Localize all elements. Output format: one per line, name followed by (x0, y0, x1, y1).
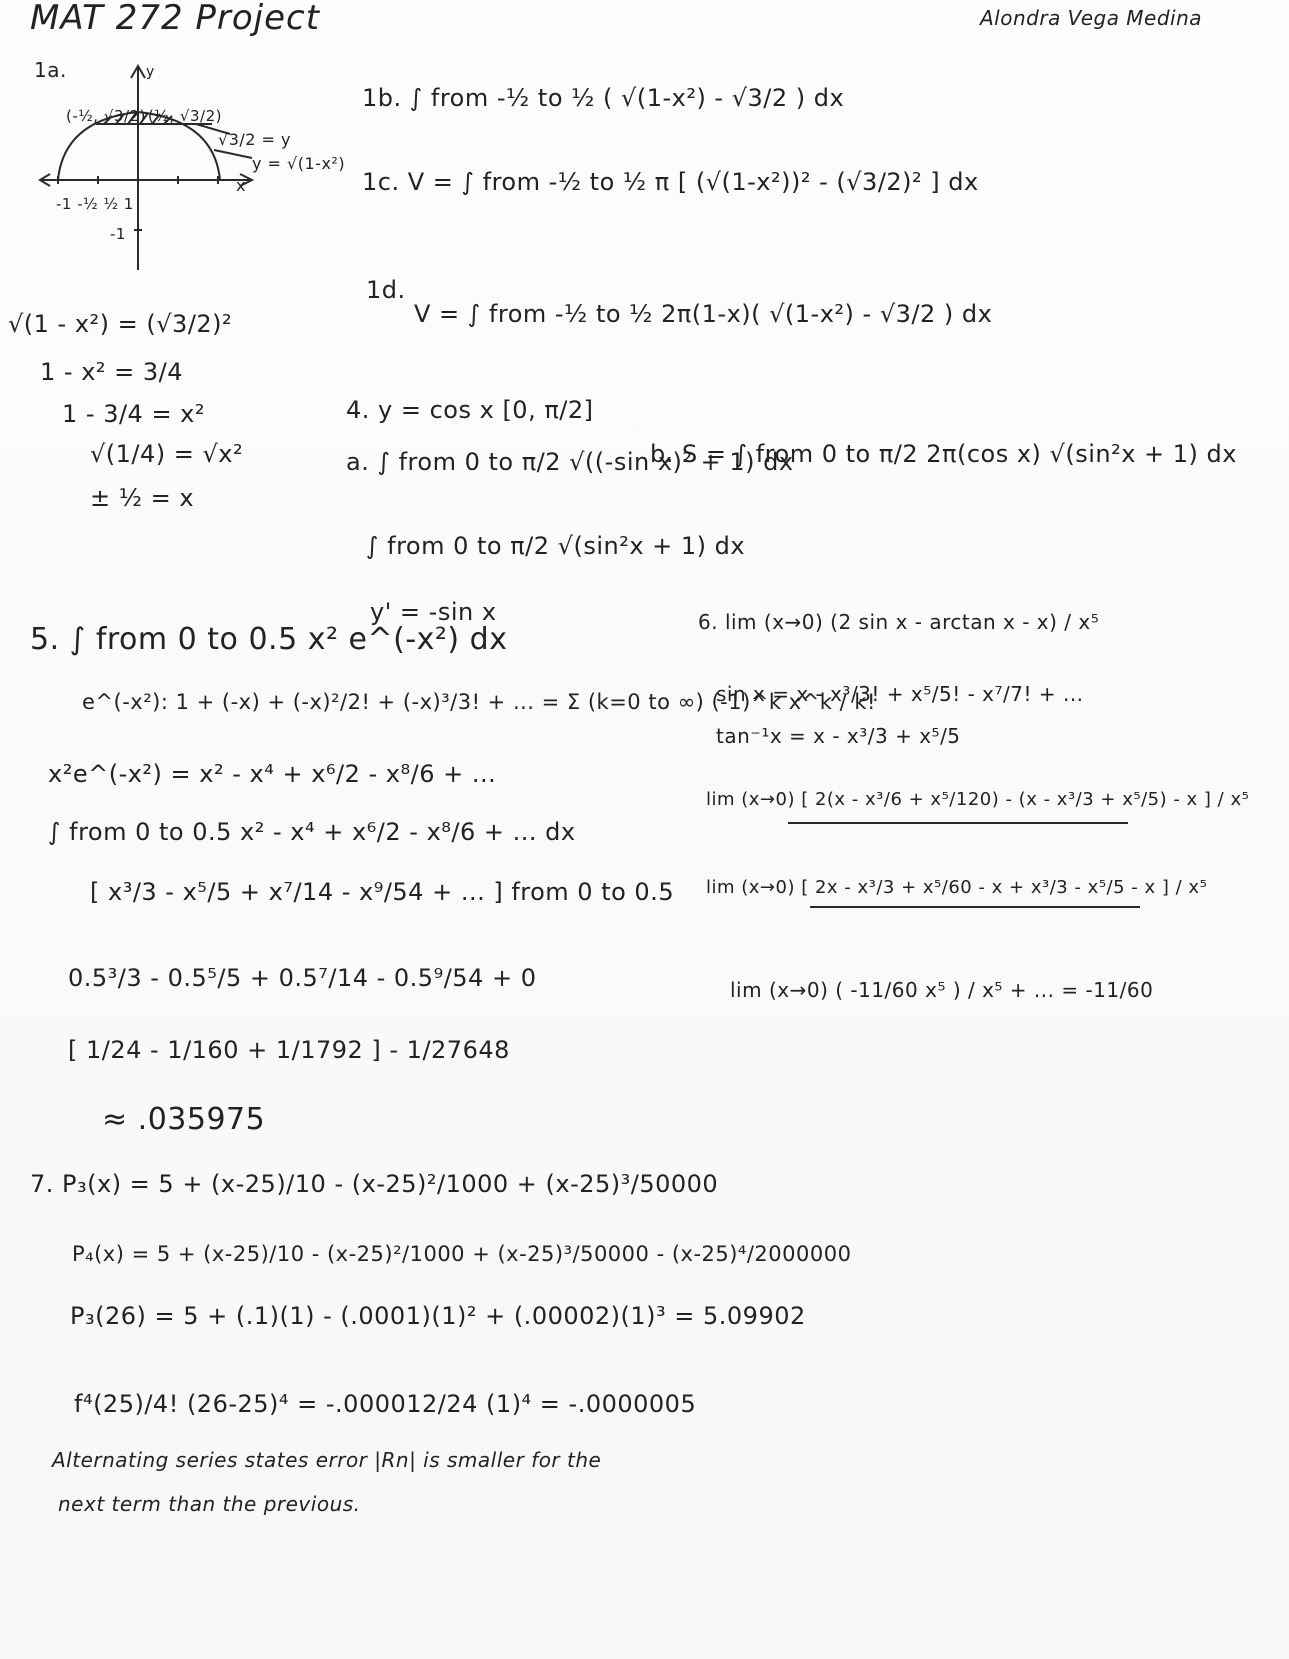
line-equation-label: √3/2 = y (218, 130, 291, 149)
work-1a-line-3: 1 - 3/4 = x² (62, 400, 206, 428)
problem-5-line-4: [ x³/3 - x⁵/5 + x⁷/14 - x⁹/54 + ... ] from 0 to 0.5 (90, 878, 675, 906)
problem-5-line-1: e^(-x²): 1 + (-x) + (-x)²/2! + (-x)³/3! + ... = Σ (k=0 to ∞) (-1)^k x^k / k! (82, 690, 876, 714)
page-title: MAT 272 Project (30, 0, 321, 38)
problem-1b: 1b. ∫ from -½ to ½ ( √(1-x²) - √3/2 ) dx (362, 84, 845, 112)
problem-4a-simplified: ∫ from 0 to π/2 √(sin²x + 1) dx (366, 532, 746, 560)
work-1a-line-2: 1 - x² = 3/4 (40, 358, 184, 386)
point-left-label: (-½, √3/2) (66, 107, 146, 125)
problem-6-answer: lim (x→0) ( -11/60 x⁵ ) / x⁵ + ... = -11/60 (730, 978, 1154, 1002)
problem-5-line-5: 0.5³/3 - 0.5⁵/5 + 0.5⁷/14 - 0.5⁹/54 + 0 (68, 964, 537, 992)
problem-7-error: f⁴(25)/4! (26-25)⁴ = -.000012/24 (1)⁴ = -.0000005 (74, 1390, 697, 1418)
problem-6-sin-series: sin x = x - x³/3! + x⁵/5! - x⁷/7! + ... (716, 682, 1084, 706)
author-name: Alondra Vega Medina (980, 6, 1203, 30)
problem-7-eval: P₃(26) = 5 + (.1)(1) - (.0001)(1)² + (.00002)(1)³ = 5.09902 (70, 1302, 806, 1330)
problem-4-derivative: y' = -sin x (370, 598, 497, 626)
problem-4b: b. S = ∫ from 0 to π/2 2π(cos x) √(sin²x + 1) dx (650, 440, 1237, 468)
problem-4-head: 4. y = cos x [0, π/2] (346, 396, 594, 424)
problem-1d: V = ∫ from -½ to ½ 2π(1-x)( √(1-x²) - √3/2 ) dx (414, 300, 993, 328)
x-tick-labels: -1 -½ ½ 1 (56, 195, 134, 213)
x-axis-label: x (236, 176, 246, 195)
work-1a-line-1: √(1 - x²) = (√3/2)² (8, 310, 233, 338)
problem-7-p3: 7. P₃(x) = 5 + (x-25)/10 - (x-25)²/1000 + (x-25)³/50000 (30, 1170, 719, 1198)
problem-5-answer: ≈ .035975 (102, 1102, 266, 1137)
label-1a: 1a. (34, 58, 67, 82)
problem-7-note-2: next term than the previous. (58, 1492, 361, 1516)
problem-5-head: 5. ∫ from 0 to 0.5 x² e^(-x²) dx (30, 622, 508, 657)
fraction-bar-1 (788, 822, 1128, 824)
problem-5-line-6: [ 1/24 - 1/160 + 1/1792 ] - 1/27648 (68, 1036, 510, 1064)
problem-4a: a. ∫ from 0 to π/2 √((-sin x)² + 1) dx (346, 448, 794, 476)
problem-6-head: 6. lim (x→0) (2 sin x - arctan x - x) / x⁵ (698, 610, 1100, 634)
fraction-bar-2 (810, 906, 1140, 908)
y-axis-label: y (146, 64, 155, 80)
problem-7-p4: P₄(x) = 5 + (x-25)/10 - (x-25)²/1000 + (x-25)³/50000 - (x-25)⁴/2000000 (72, 1242, 852, 1266)
point-right-label: (½, √3/2) (148, 107, 222, 125)
problem-6-line-1: lim (x→0) [ 2(x - x³/6 + x⁵/120) - (x - x³/3 + x⁵/5) - x ] / x⁵ (706, 789, 1250, 810)
problem-7-note-1: Alternating series states error |Rn| is smaller for the (52, 1448, 602, 1472)
problem-6-arctan-series: tan⁻¹x = x - x³/3 + x⁵/5 (716, 724, 961, 748)
problem-5-line-3: ∫ from 0 to 0.5 x² - x⁴ + x⁶/2 - x⁸/6 + ... dx (48, 818, 576, 846)
label-1d: 1d. (366, 276, 406, 304)
y-tick-label: -1 (110, 225, 126, 243)
work-1a-line-4: √(1/4) = √x² (90, 440, 244, 468)
problem-1c: 1c. V = ∫ from -½ to ½ π [ (√(1-x²))² - (√3/2)² ] dx (362, 168, 979, 196)
work-1a-line-5: ± ½ = x (90, 484, 195, 512)
problem-6-line-2: lim (x→0) [ 2x - x³/3 + x⁵/60 - x + x³/3 - x⁵/5 - x ] / x⁵ (706, 877, 1208, 898)
problem-5-line-2: x²e^(-x²) = x² - x⁴ + x⁶/2 - x⁸/6 + ... (48, 760, 497, 788)
curve-equation-label: y = √(1-x²) (252, 154, 346, 173)
